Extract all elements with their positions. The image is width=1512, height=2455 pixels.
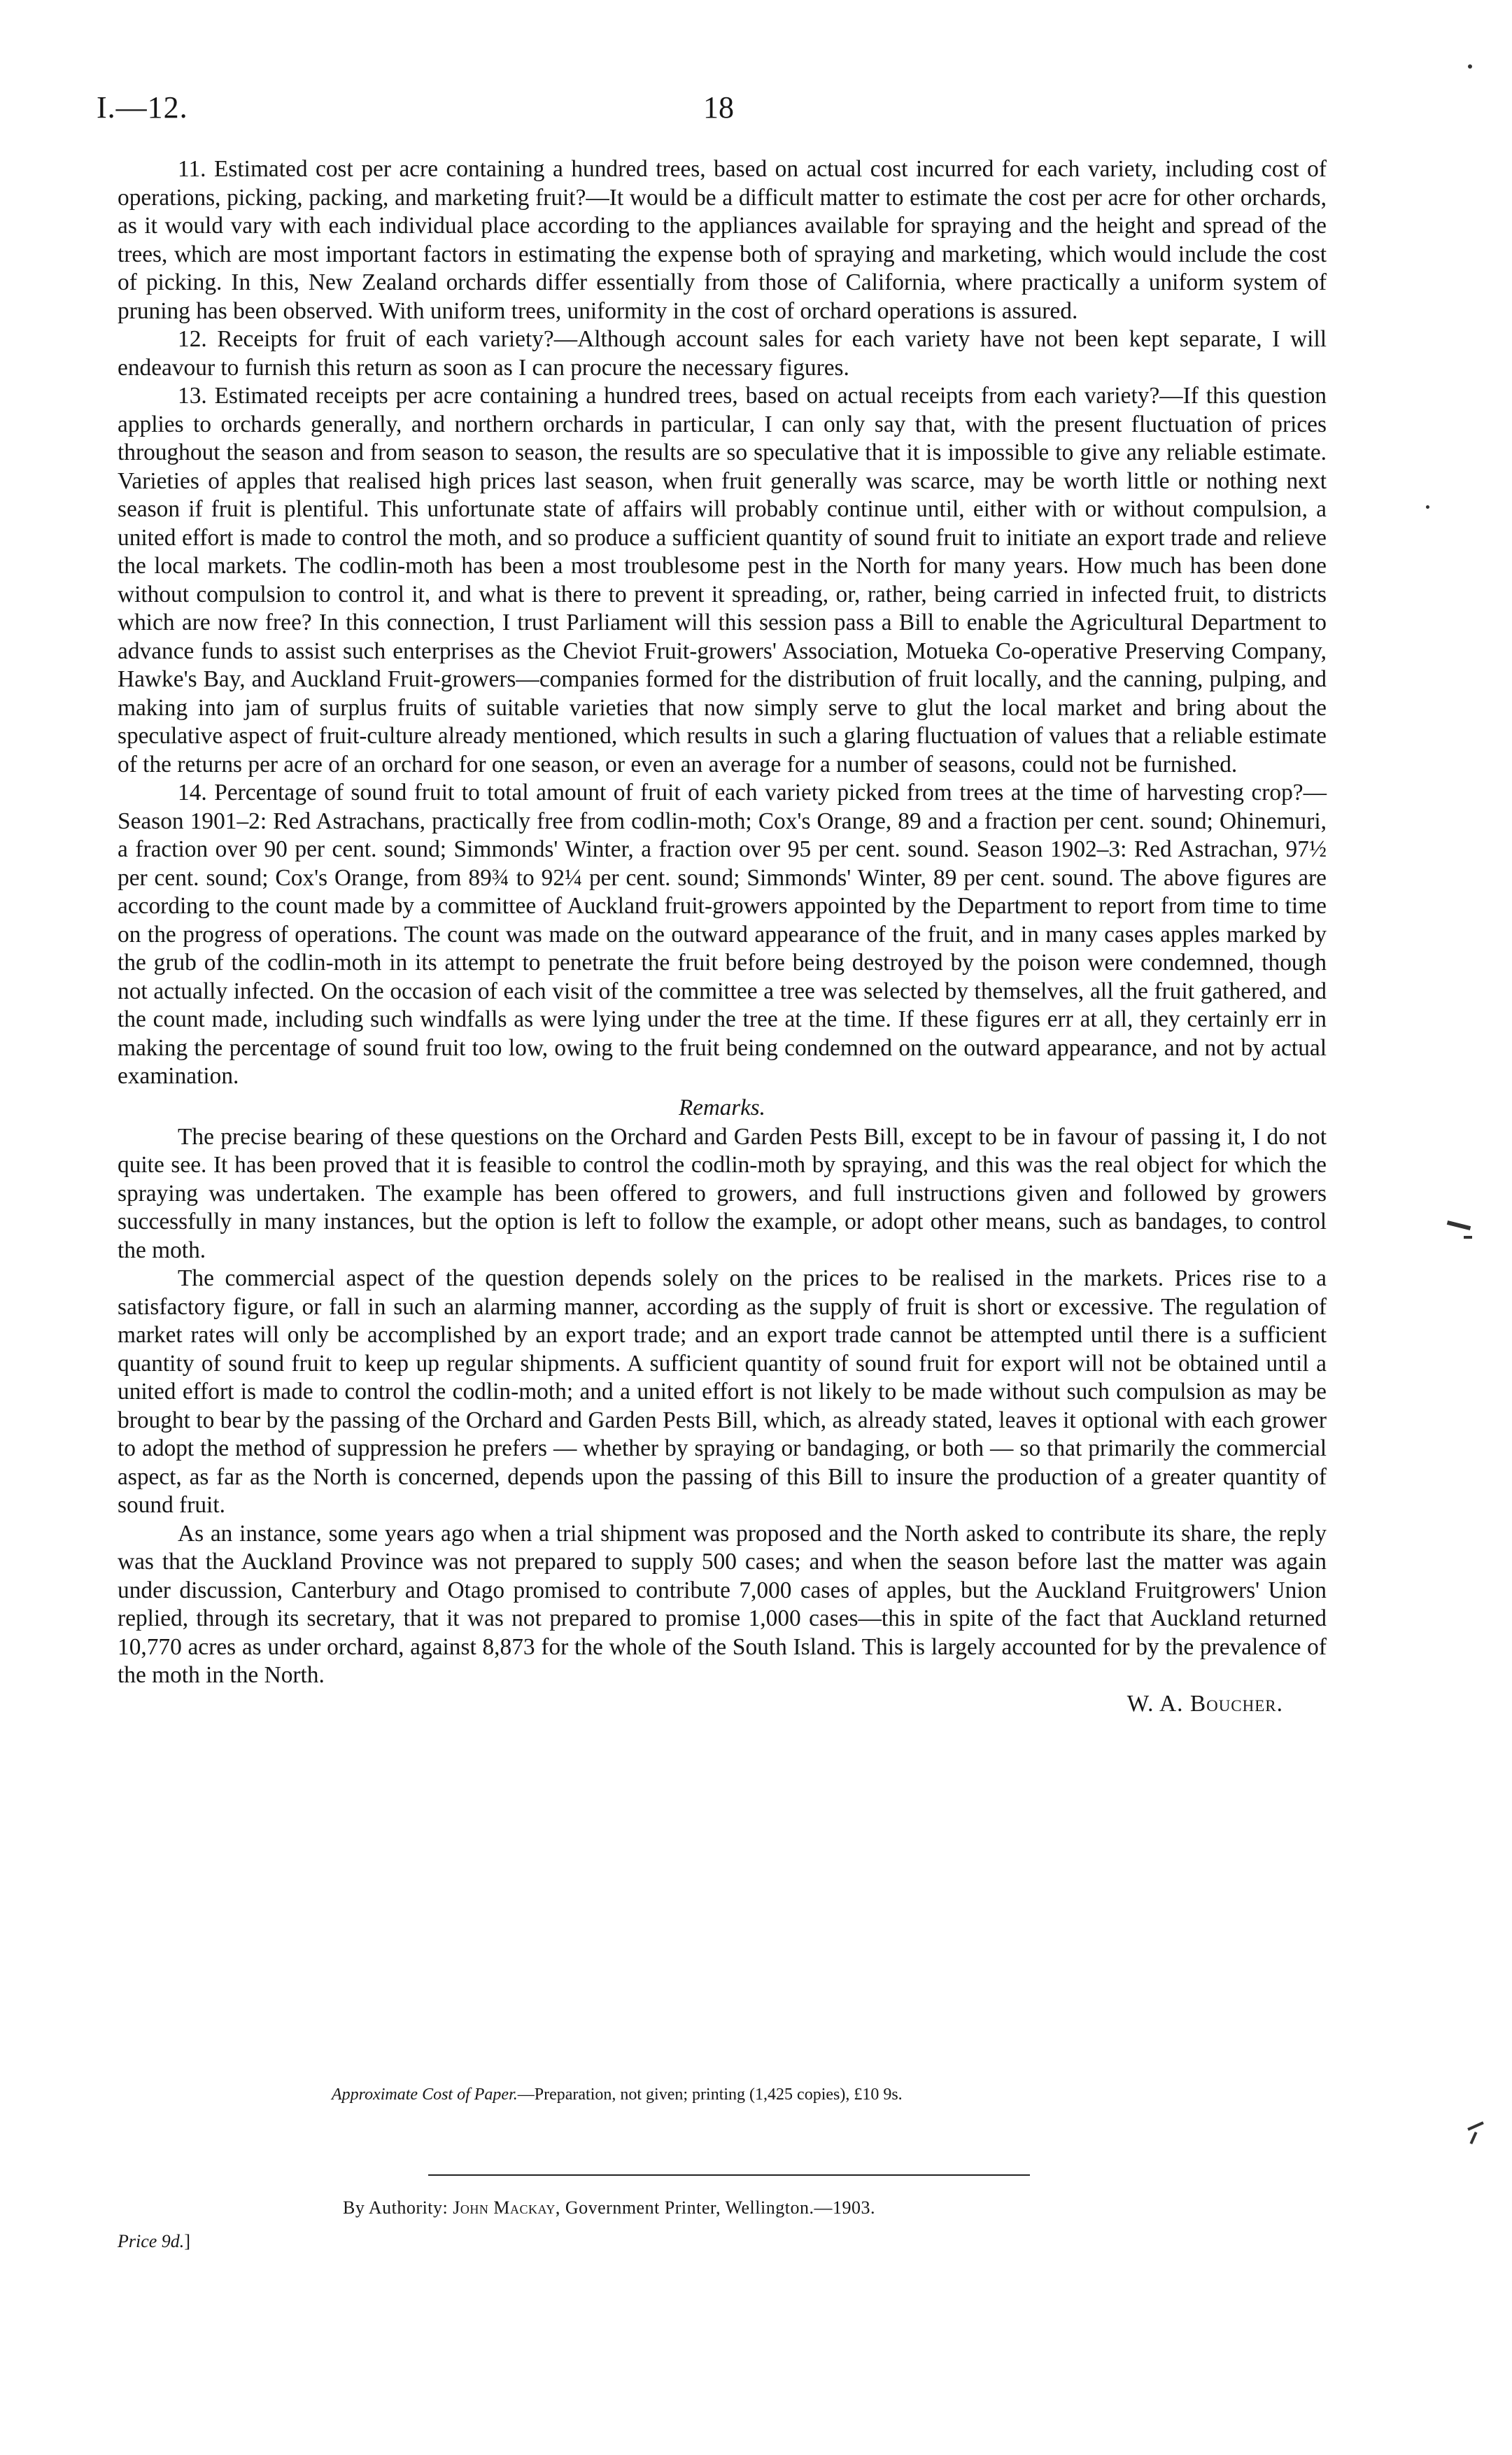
page-number: 18 [703,90,734,125]
document-reference: I.—12. [97,90,188,125]
paragraph-question-12: 12. Receipts for fruit of each variety?—Although account sales for each variety have not been kept separate, I will endeavour to furnish this return as soon as I can procure the necessary figures. [118,326,1327,381]
price-label: Price 9d. [118,2231,185,2251]
cost-of-paper-note [332,2085,1311,2104]
scan-speck [1467,2121,1484,2130]
scan-speck [1426,505,1429,509]
paragraph-question-13: 13. Estimated receipts per acre containing a hundred trees, based on actual receipts from each variety?—If this question applies to orchards generally, and northern orchards in particular, I can only say that, with the present fluctuation of prices throughout the season and from season to season, the results are so speculative that it is impossible to give any reliable estimate. Varieties of apples that realised high prices last season, when fruit generally was scarce, may be worth little or nothing next season if fruit is plentiful. This unfortunate state of affairs will probably continue until, either with or without compulsion, a united effort is made to control the moth, and so produce a sufficient quantity of sound fruit to initiate an export trade and relieve the local markets. The codlin-moth has been a most troublesome pest in the North for many years. How much has been done without compulsion to control it, and what is there to prevent it spreading, or, rather, being carried in infected fruit, to districts which are now free? In this connection, I trust Parliament will this session pass a Bill to enable the Agricultural Department to advance funds to assist such enterprises as the Cheviot Fruit-growers' Association, Motueka Co-operative Preserving Company, Hawke's Bay, and Auckland Fruit-growers—companies formed for the distribution of fruit locally, and the canning, pulping, and making into jam of surplus fruits of suitable varieties that now simply serve to glut the local market and bring about the speculative aspect of fruit-culture already mentioned, which results in such a glaring fluctuation of values that a reliable estimate of the returns per acre of an orchard for one season, or even an average for a number of seasons, could not be furnished. [118,383,1327,778]
scan-speck [1470,2132,1478,2144]
printer-name: John Mackay, [453,2197,560,2218]
price-bracket: ] [184,2231,190,2251]
remarks-paragraph: The precise bearing of these questions on the Orchard and Garden Pests Bill, except to be in favour of passing it, I do not quite see. It has been proved that it is feasible to control the codlin-moth by spraying, and this was the real object for which the spraying was undertaken. The example has been offered to growers, and full instructions given and followed by growers successfully in many instances, but the option is left to follow the example, or adopt other means, such as bandages, to control the moth. [118,1123,1327,1263]
scan-speck [1447,1221,1471,1230]
authority-line [343,2197,1322,2218]
authority-prefix: By Authority: [343,2197,448,2218]
remarks-paragraph: The commercial aspect of the question depends solely on the prices to be realised in the markets. Prices rise to a satisfactory figure, or fall in such an alarming manner, according as the supply of fruit is short or excessive. The regulation of market rates will only be accomplished by an export trade; and an export trade cannot be attempted until there is a sufficient quantity of sound fruit to keep up regular shipments. A sufficient quantity of sound fruit for export will not be obtained until a united effort is made to control the codlin-moth; and a united effort is not likely to be made without such compulsion as may be brought to bear by the passing of the Orchard and Garden Pests Bill, which, as already stated, leaves it optional with each grower to adopt the method of suppression he prefers — whether by spraying or bandaging, or both — so that primarily the commercial aspect, as far as the North is concerned, depends upon the passing of this Bill to insure the production of a greater quantity of sound fruit. [118,1265,1327,1518]
body-text [118,155,1327,1718]
scan-speck [1464,1236,1472,1239]
cost-text: —Preparation, not given; printing (1,425 copies), £10 9s. [517,2085,903,2104]
scan-speck [1468,64,1472,69]
price-note [118,2231,190,2252]
paragraph-question-11: 11. Estimated cost per acre containing a hundred trees, based on actual cost incurred for each variety, including cost of operations, picking, packing, and marketing fruit?—It would be a difficult matter to estimate the cost per acre for other orchards, as it would vary with each individual place according to the appliances available for spraying and the height and spread of the trees, which are most important factors in estimating the expense both of spraying and marketing, which would include the cost of picking. In this, New Zealand orchards differ essentially from those of California, where practically a uniform system of pruning has been observed. With uniform trees, uniformity in the cost of orchard operations is assured. [118,156,1327,324]
paragraph-question-14: 14. Percentage of sound fruit to total amount of fruit of each variety picked from trees at the time of harvesting crop?—Season 1901–2: Red Astrachans, practically free from codlin-moth; Cox's Orange, 89 and a fraction per cent. sound; Ohinemuri, a fraction over 90 per cent. sound; Simmonds' Winter, a fraction over 95 per cent. sound. Season 1902–3: Red Astrachan, 97½ per cent. sound; Cox's Orange, from 89¾ to 92¼ per cent. sound; Simmonds' Winter, 89 per cent. sound. The above figures are according to the count made by a committee of Auckland fruit-growers appointed by the Department to report from time to time on the progress of operations. The count was made on the outward appearance of the fruit, and in many cases apples marked by the grub of the codlin-moth in its attempt to penetrate the fruit before being destroyed by the poison were condemned, though not actually infected. On the occasion of each visit of the committee a tree was selected by themselves, all the fruit gathered, and the count made, including such windfalls as were lying under the tree at the time. If these figures err at all, they certainly err in making the percentage of sound fruit too low, owing to the fruit being condemned on the outward appearance, and not by actual examination. [118,780,1327,1089]
remarks-heading: Remarks. [679,1095,765,1120]
footer-divider [428,2174,1030,2176]
printer-suffix: Government Printer, Wellington.—1903. [565,2197,875,2218]
signature: W. A. Boucher. [1126,1690,1283,1717]
cost-label: Approximate Cost of Paper. [332,2085,518,2104]
remarks-paragraph: As an instance, some years ago when a trial shipment was proposed and the North asked to contribute its share, the reply was that the Auckland Province was not prepared to supply 500 cases; and when the season before last the matter was again under discussion, Canterbury and Otago promised to contribute 7,000 cases of apples, but the Auckland Fruitgrowers' Union replied, through its secretary, that it was not prepared to promise 1,000 cases—this in spite of the fact that Auckland returned 10,770 acres as under orchard, against 8,873 for the whole of the South Island. This is largely accounted for by the prevalence of the moth in the North. [118,1520,1327,1688]
